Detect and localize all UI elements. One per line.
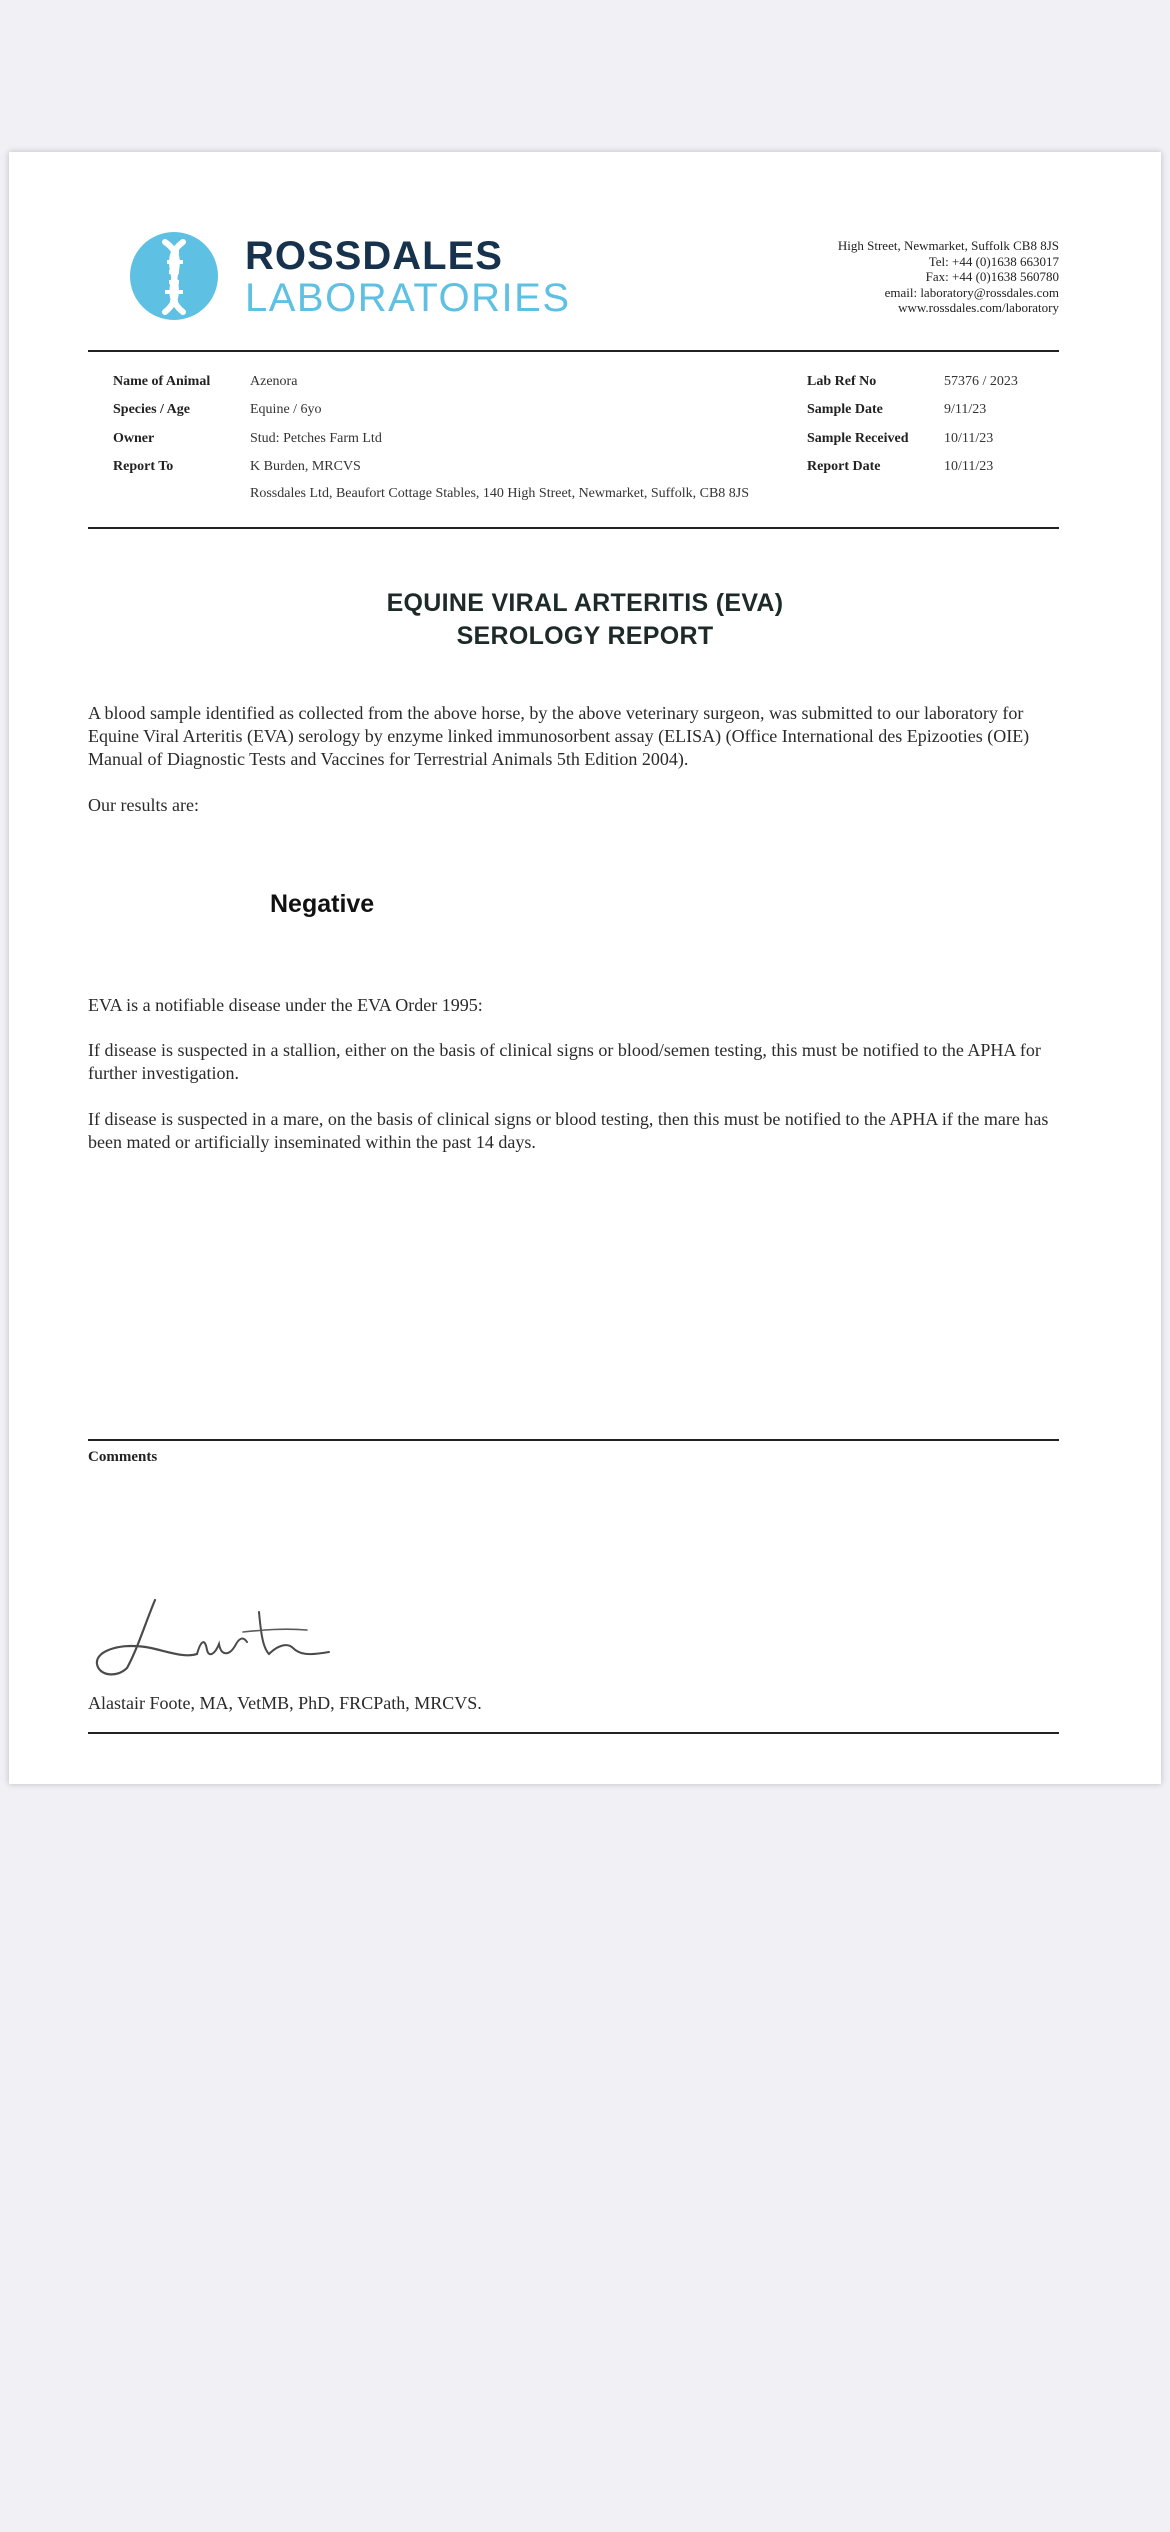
sample-date-value: 9/11/23: [944, 402, 987, 417]
sample-received-label: Sample Received: [807, 431, 909, 446]
report-date-label: Report Date: [807, 459, 881, 474]
logo-text-rossdales: ROSSDALES: [245, 234, 503, 278]
dna-icon: [127, 228, 227, 328]
details-divider: [88, 527, 1059, 529]
notifiable-statement: EVA is a notifiable disease under the EVA Order 1995:: [88, 995, 483, 1015]
stallion-note: If disease is suspected in a stallion, either on the basis of clinical signs or blood/semen testing, this must be notified to the APHA for further investigation.: [88, 1040, 1041, 1083]
sample-received-value: 10/11/23: [944, 431, 994, 446]
species-age-value: Equine / 6yo: [250, 402, 322, 417]
contact-address: High Street, Newmarket, Suffolk CB8 8JS: [837, 238, 1059, 253]
owner-value: Stud: Petches Farm Ltd: [250, 431, 382, 446]
report-to-address: Rossdales Ltd, Beaufort Cottage Stables, 140 High Street, Newmarket, Suffolk, CB8 8JS: [250, 486, 750, 501]
results-intro: Our results are:: [88, 795, 199, 815]
report-title-line2: SEROLOGY REPORT: [456, 622, 714, 650]
comments-divider: [88, 1439, 1059, 1441]
logo-text-laboratories: LABORATORIES: [245, 276, 571, 320]
comments-label: Comments: [88, 1449, 158, 1465]
report-title-line1: EQUINE VIRAL ARTERITIS (EVA): [386, 589, 784, 617]
result-value: Negative: [270, 890, 375, 918]
report-to-label: Report To: [113, 459, 174, 474]
lab-ref-value: 57376 / 2023: [944, 374, 1018, 389]
contact-email[interactable]: email: laboratory@rossdales.com: [884, 284, 1059, 300]
header-divider: [88, 350, 1059, 352]
contact-website[interactable]: www.rossdales.com/laboratory: [898, 300, 1059, 315]
contact-block: [838, 238, 1059, 316]
owner-label: Owner: [113, 431, 155, 446]
contact-fax: Fax: +44 (0)1638 560780: [925, 269, 1059, 284]
lab-ref-label: Lab Ref No: [807, 374, 877, 389]
mare-note: If disease is suspected in a mare, on the basis of clinical signs or blood testing, then this must be notified to the APHA if the mare has been mated or artificially inseminated within the past 14 days.: [88, 1109, 1049, 1152]
footer-divider: [88, 1732, 1059, 1734]
sample-date-label: Sample Date: [807, 402, 883, 417]
species-age-label: Species / Age: [113, 402, 190, 417]
report-date-value: 10/11/23: [944, 459, 994, 474]
signatory-name: Alastair Foote, MA, VetMB, PhD, FRCPath, MRCVS.: [88, 1693, 482, 1713]
signature: [93, 1592, 353, 1682]
report-page: [9, 152, 1161, 1784]
company-logo: [127, 228, 597, 328]
name-of-animal-label: Name of Animal: [113, 374, 211, 389]
contact-tel: Tel: +44 (0)1638 663017: [928, 253, 1059, 269]
name-of-animal-value: Azenora: [250, 374, 298, 389]
intro-paragraph: A blood sample identified as collected from the above horse, by the above veterinary surgeon, was submitted to our laboratory for Equine Viral Arteritis (EVA) serology by enzyme linked immunosorbent assay (ELISA) (Office International des Epizooties (OIE) Manual of Diagnostic Tests and Vaccines for Terrestrial Animals 5th Edition 2004).: [88, 703, 1030, 769]
report-to-value: K Burden, MRCVS: [250, 459, 361, 474]
